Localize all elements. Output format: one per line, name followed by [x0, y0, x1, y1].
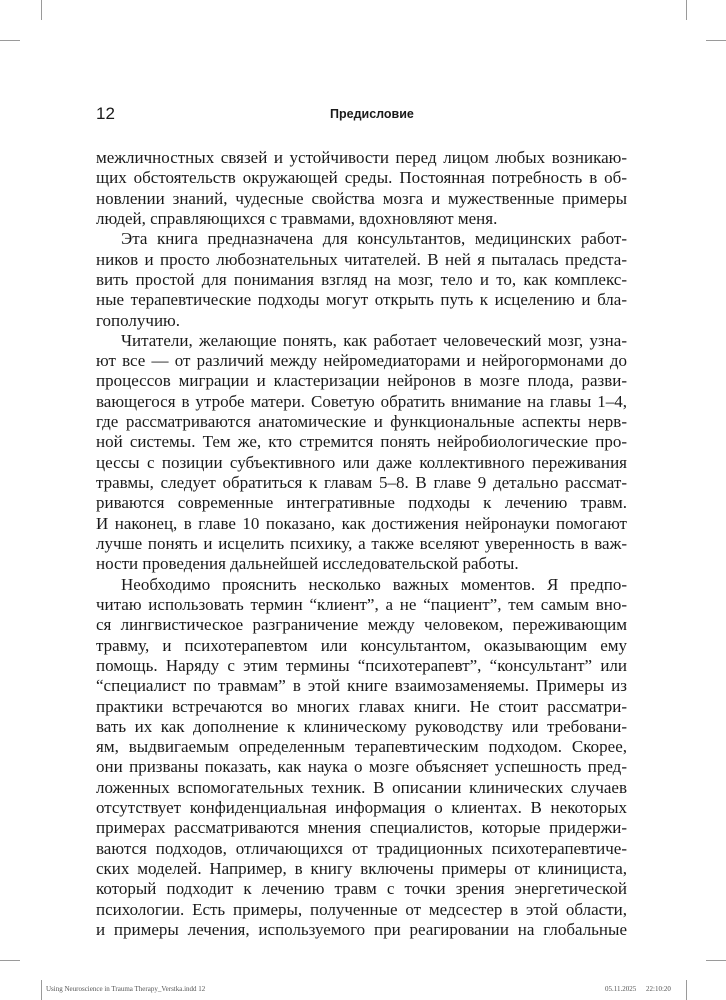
text-line: “специалист по травмам” в этой книге взаимозаменяемы. Примеры из [96, 676, 627, 696]
text-line: отсутствует конфиденциальная информация о клиентах. В некоторых [96, 798, 627, 818]
text-line: и примеры лечения, используемого при реагировании на глобальные [96, 920, 627, 939]
text-line: ваются подходов, отличающихся от традиционных психотерапевтиче- [96, 838, 627, 858]
text-line: ников и просто любознательных читателей. В ней я пыталась предста- [96, 249, 627, 269]
text-line: ям, выдвигаемым определенным терапевтическим подходом. Скорее, [96, 737, 627, 757]
text-line: примерах рассматриваются мнения специалистов, которые придержи- [96, 818, 627, 838]
slug-file-name: Using Neuroscience in Trauma Therapy_Verstka.indd 12 [46, 985, 206, 993]
crop-mark [41, 980, 42, 1000]
text-line: ся лингвистическое разграничение между человеком, переживающим [96, 615, 627, 635]
crop-mark [686, 980, 687, 1000]
text-line: гополучию. [96, 310, 181, 330]
text-line: риваются современные интегративные подходы к лечению травм. [96, 493, 627, 513]
text-line: травмы, следует обратиться к главам 5–8. В главе 9 детально рассмат- [96, 473, 627, 493]
text-line: Эта книга предназначена для консультантов, медицинских работ- [121, 229, 627, 249]
text-line: ные терапевтические подходы могут открыть путь к исцелению и бла- [96, 290, 627, 310]
text-line: межличностных связей и устойчивости перед лицом любых возникаю- [96, 148, 627, 167]
text-line: новлении знаний, чудесные свойства мозга и мужественные примеры [96, 188, 627, 208]
text-line: травму, и психотерапевтом или консультантом, оказывающим ему [96, 635, 627, 655]
running-header-title: Предисловие [330, 107, 414, 121]
text-line: ют все — от различий между нейромедиаторами и нейрогормонами до [96, 351, 627, 371]
page-number: 12 [96, 104, 115, 123]
text-line: психологии. Есть примеры, полученные от медсестер в этой области, [96, 899, 627, 919]
text-line: практики встречаются во многих главах книги. Не стоит рассматри- [96, 696, 627, 716]
text-line: ложенных вспомогательных техник. В описании клинических случаев [96, 777, 627, 797]
text-line: Читатели, желающие понять, как работает человеческий мозг, узна- [121, 330, 627, 350]
crop-mark [41, 0, 42, 20]
crop-mark [686, 0, 687, 20]
crop-mark [706, 40, 726, 41]
text-line: который подходит к лечению травм с точки зрения энергетической [96, 879, 627, 899]
text-line: вить простой для понимания взгляд на мозг, тело и то, как комплекс- [96, 269, 627, 289]
crop-mark [706, 960, 726, 961]
text-line: ских моделей. Например, в книгу включены примеры от клинициста, [96, 859, 627, 879]
crop-mark [0, 40, 20, 41]
text-line: вающегося в утробе матери. Советую обратить внимание на главы 1–4, [96, 391, 627, 411]
text-line: лучше понять и исцелить психику, а также вселяют уверенность в важ- [96, 534, 627, 553]
text-line: читаю использовать термин “клиент”, а не “пациент”, тем самым вно- [96, 594, 627, 614]
crop-mark [0, 960, 20, 961]
slug-date: 05.11.2025 [605, 985, 637, 993]
text-line: И наконец, в главе 10 показано, как достижения нейронауки помогают [96, 513, 627, 533]
text-line: цессы с позиции субъективного или даже коллективного переживания [96, 452, 627, 472]
text-line: процессов миграции и кластеризации нейронов в мозге плода, разви- [96, 371, 627, 391]
text-line: где рассматриваются анатомические и функциональные аспекты нерв- [96, 412, 627, 432]
text-line: людей, справляющихся с травмами, вдохновляют меня. [96, 208, 498, 228]
text-line: ности проведения дальнейшей исследовательской работы. [96, 554, 519, 574]
slug-time: 22:10:20 [646, 985, 671, 993]
text-line: они призваны показать, как наука о мозге объясняет успешность пред- [96, 757, 627, 777]
text-line: вать их как дополнение к клиническому руководству или требовани- [96, 716, 627, 736]
text-line: ной системы. Тем же, кто стремится понять нейробиологические про- [96, 432, 627, 452]
text-line: помощь. Наряду с этим термины “психотерапевт”, “консультант” или [96, 655, 627, 675]
text-line: щих обстоятельств окружающей среды. Постоянная потребность в об- [96, 168, 627, 188]
text-line: Необходимо прояснить несколько важных моментов. Я предпо- [121, 574, 627, 594]
